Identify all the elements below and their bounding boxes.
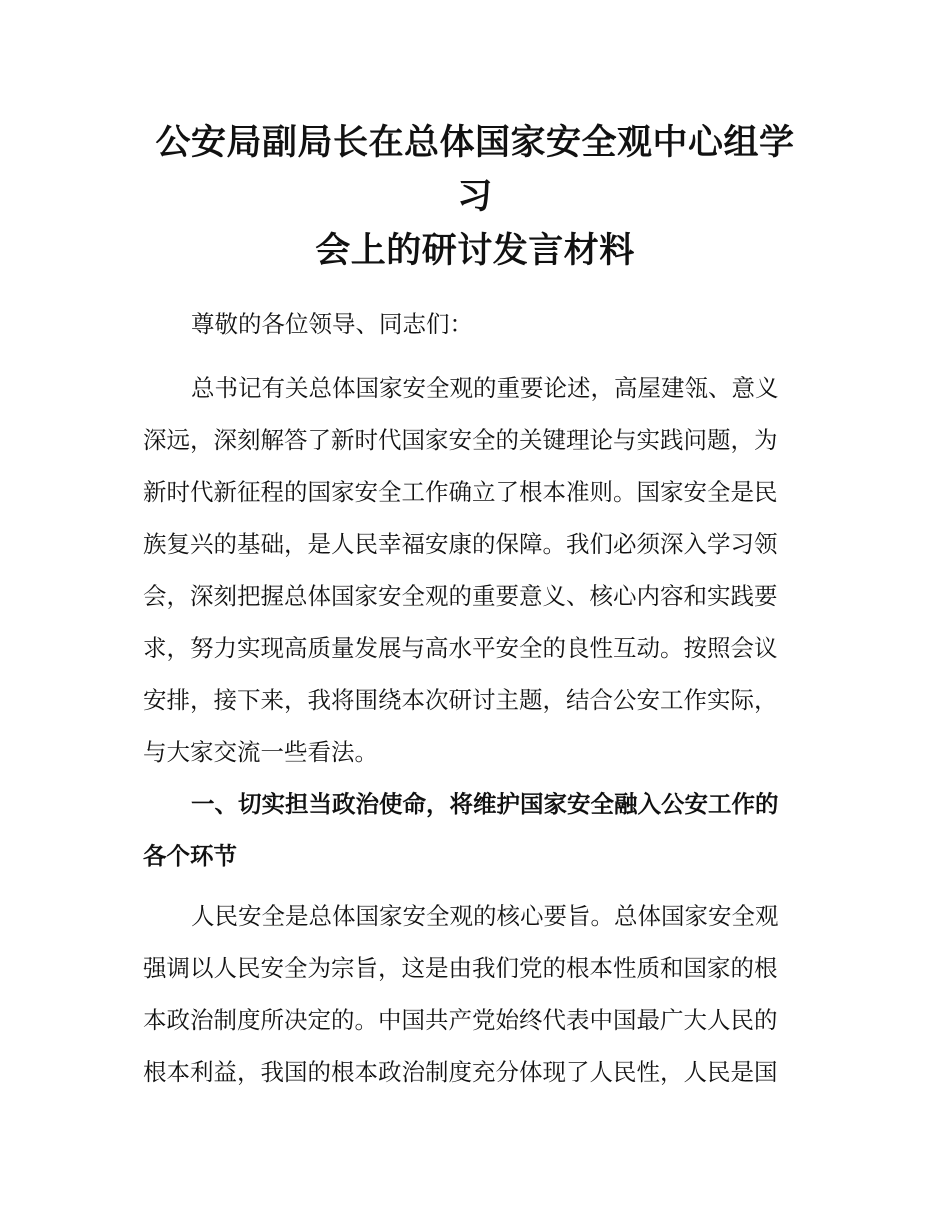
text-line: 新时代新征程的国家安全工作确立了根本准则。国家安全是民 [143,478,778,506]
text-line: 求，努力实现高质量发展与高水平安全的良性互动。按照会议 [143,634,778,662]
text-line: 根本利益，我国的根本政治制度充分体现了人民性，人民是国 [143,1058,778,1086]
text-line: 族复兴的基础，是人民幸福安康的保障。我们必须深入学习领 [143,530,778,558]
title-line: 会上的研讨发言材料 [315,231,635,271]
text-line: 强调以人民安全为宗旨，这是由我们党的根本性质和国家的根 [143,954,778,982]
salutation-line: 尊敬的各位领导、同志们： [191,310,473,338]
heading-line: 一、切实担当政治使命，将维护国家安全融入公安工作的 [191,790,779,818]
document-title [140,116,810,278]
text-line: 总书记有关总体国家安全观的重要论述，高屋建瓴、意义 [191,374,779,402]
text-line: 与大家交流一些看法。 [143,738,378,766]
text-line: 深远，深刻解答了新时代国家安全的关键理论与实践问题，为 [143,426,778,454]
section-paragraph [143,890,810,1098]
salutation-paragraph [143,298,810,350]
text-line: 人民安全是总体国家安全观的核心要旨。总体国家安全观 [191,902,779,930]
text-line: 安排，接下来，我将围绕本次研讨主题，结合公安工作实际， [143,686,778,714]
section-heading [143,778,810,882]
text-line: 会，深刻把握总体国家安全观的重要意义、核心内容和实践要 [143,582,778,610]
title-line: 公安局副局长在总体国家安全观中心组学习 [155,123,795,217]
heading-line: 各个环节 [143,842,237,870]
text-line: 本政治制度所决定的。中国共产党始终代表中国最广大人民的 [143,1006,778,1034]
intro-paragraph [143,362,810,778]
